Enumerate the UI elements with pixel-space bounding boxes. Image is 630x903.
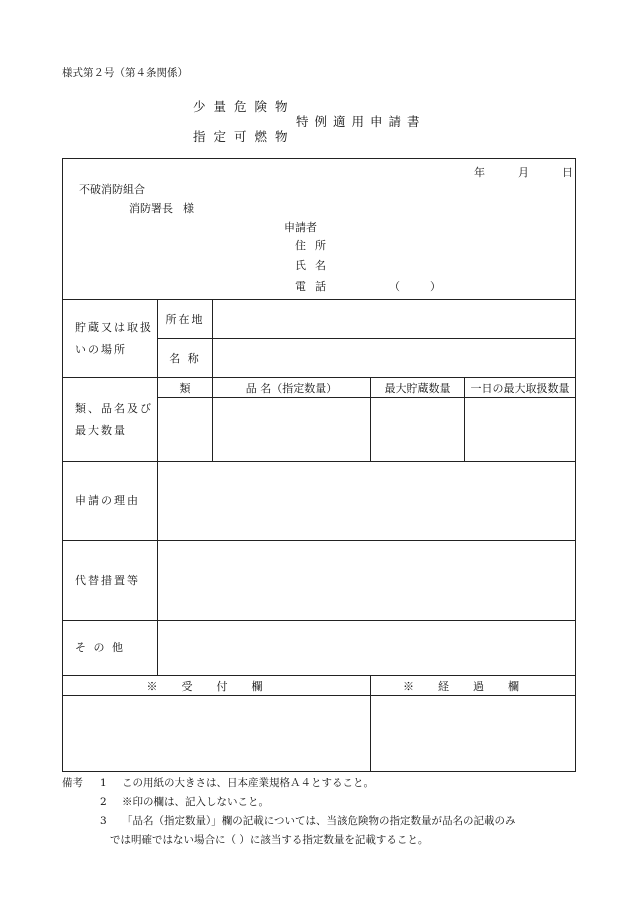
remark-text: この用紙の大きさは、日本産業規格Ａ４とすること。 — [122, 777, 374, 789]
date-line[interactable] — [474, 164, 573, 180]
title-application: 特例適用申請書 — [296, 114, 426, 129]
chief-title: 消防署長 — [129, 202, 173, 215]
remark-number: 2 — [100, 796, 107, 808]
other-label: そ の 他 — [63, 621, 158, 676]
application-form-table — [62, 158, 576, 772]
item-name-input[interactable] — [213, 398, 371, 462]
col-daily-max-handling: 一日の最大取扱数量 — [465, 378, 576, 398]
facility-name-input[interactable] — [213, 339, 576, 378]
remark-1 — [62, 774, 516, 793]
other-input[interactable] — [158, 621, 576, 676]
year-label: 年 — [474, 166, 485, 179]
title-designated-combustibles: 指定可燃物 — [193, 129, 296, 144]
facility-name-label: 名 称 — [158, 339, 213, 378]
name-field[interactable]: 氏名 — [295, 259, 335, 272]
remarks — [62, 774, 516, 850]
recipient-organization: 不破消防組合 — [79, 183, 145, 196]
recipient-chief — [129, 200, 194, 216]
col-max-storage: 最大貯蔵数量 — [371, 378, 465, 398]
col-class: 類 — [158, 378, 213, 398]
col-item-name: 品 名（指定数量） — [213, 378, 371, 398]
header-block — [63, 159, 576, 300]
phone-parentheses: （） — [389, 280, 471, 293]
location-label: 所在地 — [158, 300, 213, 339]
remark-3 — [62, 812, 516, 831]
reception-stamp-area — [63, 696, 371, 772]
title-small-quantity-hazmat: 少量危険物 — [193, 99, 296, 114]
reason-label: 申請の理由 — [63, 462, 158, 541]
remark-text: ※印の欄は、記入しないこと。 — [122, 796, 269, 808]
daily-max-input[interactable] — [465, 398, 576, 462]
day-label: 日 — [562, 166, 573, 179]
class-quantity-label: 類、品名及び最大数量 — [63, 378, 158, 462]
progress-column-header: ※経過欄 — [371, 676, 576, 696]
location-input[interactable] — [213, 300, 576, 339]
remark-text: 「品名（指定数量）」欄の記載については、当該危険物の指定数量が品名の記載のみ — [122, 815, 516, 827]
progress-stamp-area — [371, 696, 576, 772]
storage-place-label: 貯蔵又は取扱いの場所 — [63, 300, 158, 378]
month-label: 月 — [518, 166, 529, 179]
class-input[interactable] — [158, 398, 213, 462]
reception-column-header: ※受付欄 — [63, 676, 371, 696]
alternative-measures-label: 代替措置等 — [63, 541, 158, 621]
applicant-label: 申請者 — [284, 221, 317, 234]
form-number: 様式第２号（第４条関係） — [62, 67, 188, 79]
alternative-measures-input[interactable] — [158, 541, 576, 621]
honorific: 様 — [183, 202, 194, 215]
address-field[interactable]: 住所 — [295, 239, 335, 252]
phone-field[interactable]: 電話 — [295, 280, 335, 293]
remarks-heading: 備考 — [62, 777, 83, 789]
remark-number: 1 — [100, 777, 107, 789]
remark-2 — [62, 793, 516, 812]
remark-3-continuation: では明確ではない場合に（ ）に該当する指定数量を記載すること。 — [110, 834, 429, 846]
remark-number: 3 — [100, 815, 107, 827]
max-storage-input[interactable] — [371, 398, 465, 462]
reason-input[interactable] — [158, 462, 576, 541]
